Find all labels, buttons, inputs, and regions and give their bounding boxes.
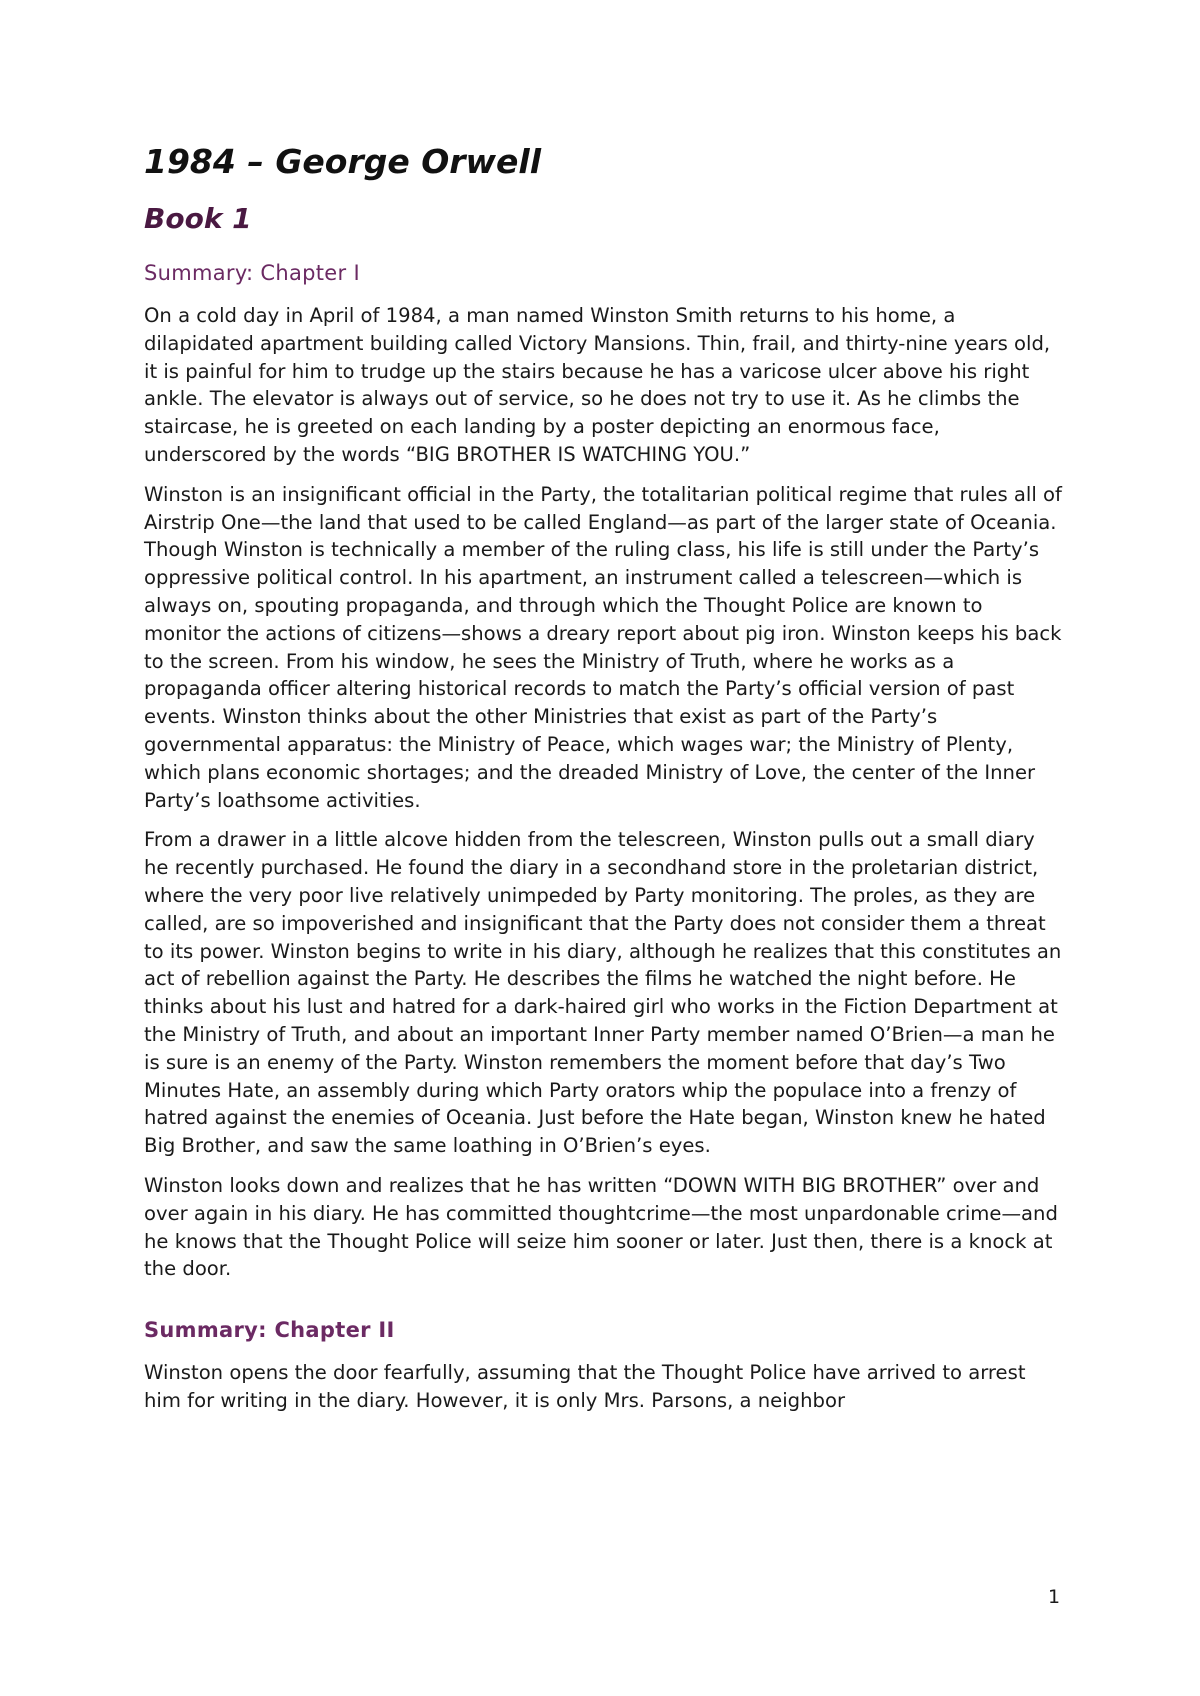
paragraph: From a drawer in a little alcove hidden from the telescreen, Winston pulls out a small diary he recently purchased. He found the diary in a secondhand store in the proletarian district, where the very poor live relatively unimpeded by Party monitoring. The proles, as they are called, are so impoverished and insignificant that the Party does not consider them a threat to its power. Winston begins to write in his diary, although he realizes that this constitutes an act of rebellion against the Party. He describes the films he watched the night before. He thinks about his lust and hatred for a dark-haired girl who works in the Fiction Department at the Ministry of Truth, and about an important Inner Party member named O’Brien—a man he is sure is an enemy of the Party. Winston remembers the moment before that day’s Two Minutes Hate, an assembly during which Party orators whip the populace into a frenzy of hatred against the enemies of Oceania. Just before the Hate began, Winston knew he hated Big Brother, and saw the same loathing in O’Brien’s eyes.	[144, 828, 1062, 1158]
book-title: Book 1	[144, 202, 252, 235]
page-number: 1	[1048, 1586, 1061, 1608]
chapter-section	[144, 1315, 1064, 1415]
paragraph: Winston looks down and realizes that he has written “DOWN WITH BIG BROTHER” over and over again in his diary. He has committed thoughtcrime—the most unpardonable crime—and he knows that the Thought Police will seize him sooner or later. Just then, there is a knock at the door.	[144, 1173, 1058, 1281]
document-title: 1984 – George Orwell	[144, 142, 542, 181]
paragraph: Winston is an insignificant official in the Party, the totalitarian political regime that rules all of Airstrip One—the land that used to be called England—as part of the larger state of Oceania. Though Winston is technically a member of the ruling class, his life is still under the Party’s oppressive political control. In his apartment, an instrument called a telescreen—which is always on, spouting propaganda, and through which the Thought Police are known to monitor the actions of citizens—shows a dreary report about pig iron. Winston keeps his back to the screen. From his window, he sees the Ministry of Truth, where he works as a propaganda officer altering historical records to match the Party’s official version of past events. Winston thinks about the other Ministries that exist as part of the Party’s governmental apparatus: the Ministry of Peace, which wages war; the Ministry of Plenty, which plans economic shortages; and the dreaded Ministry of Love, the center of the Inner Party’s loathsome activities.	[144, 482, 1062, 812]
paragraph: On a cold day in April of 1984, a man named Winston Smith returns to his home, a dilapidated apartment building called Victory Mansions. Thin, frail, and thirty-nine years old, it is painful for him to trudge up the stairs because he has a varicose ulcer above his right ankle. The elevator is always out of service, so he does not try to use it. As he climbs the staircase, he is greeted on each landing by a poster depicting an enormous face, underscored by the words “BIG BROTHER IS WATCHING YOU.”	[144, 304, 1051, 466]
page-content	[144, 140, 1064, 1427]
chapter-section	[144, 258, 1064, 1283]
chapter-heading: Summary: Chapter I	[144, 261, 360, 285]
paragraph: Winston opens the door fearfully, assuming that the Thought Police have arrived to arrest him for writing in the diary. However, it is only Mrs. Parsons, a neighbor	[144, 1361, 1026, 1412]
chapter-heading: Summary: Chapter II	[144, 1318, 395, 1343]
